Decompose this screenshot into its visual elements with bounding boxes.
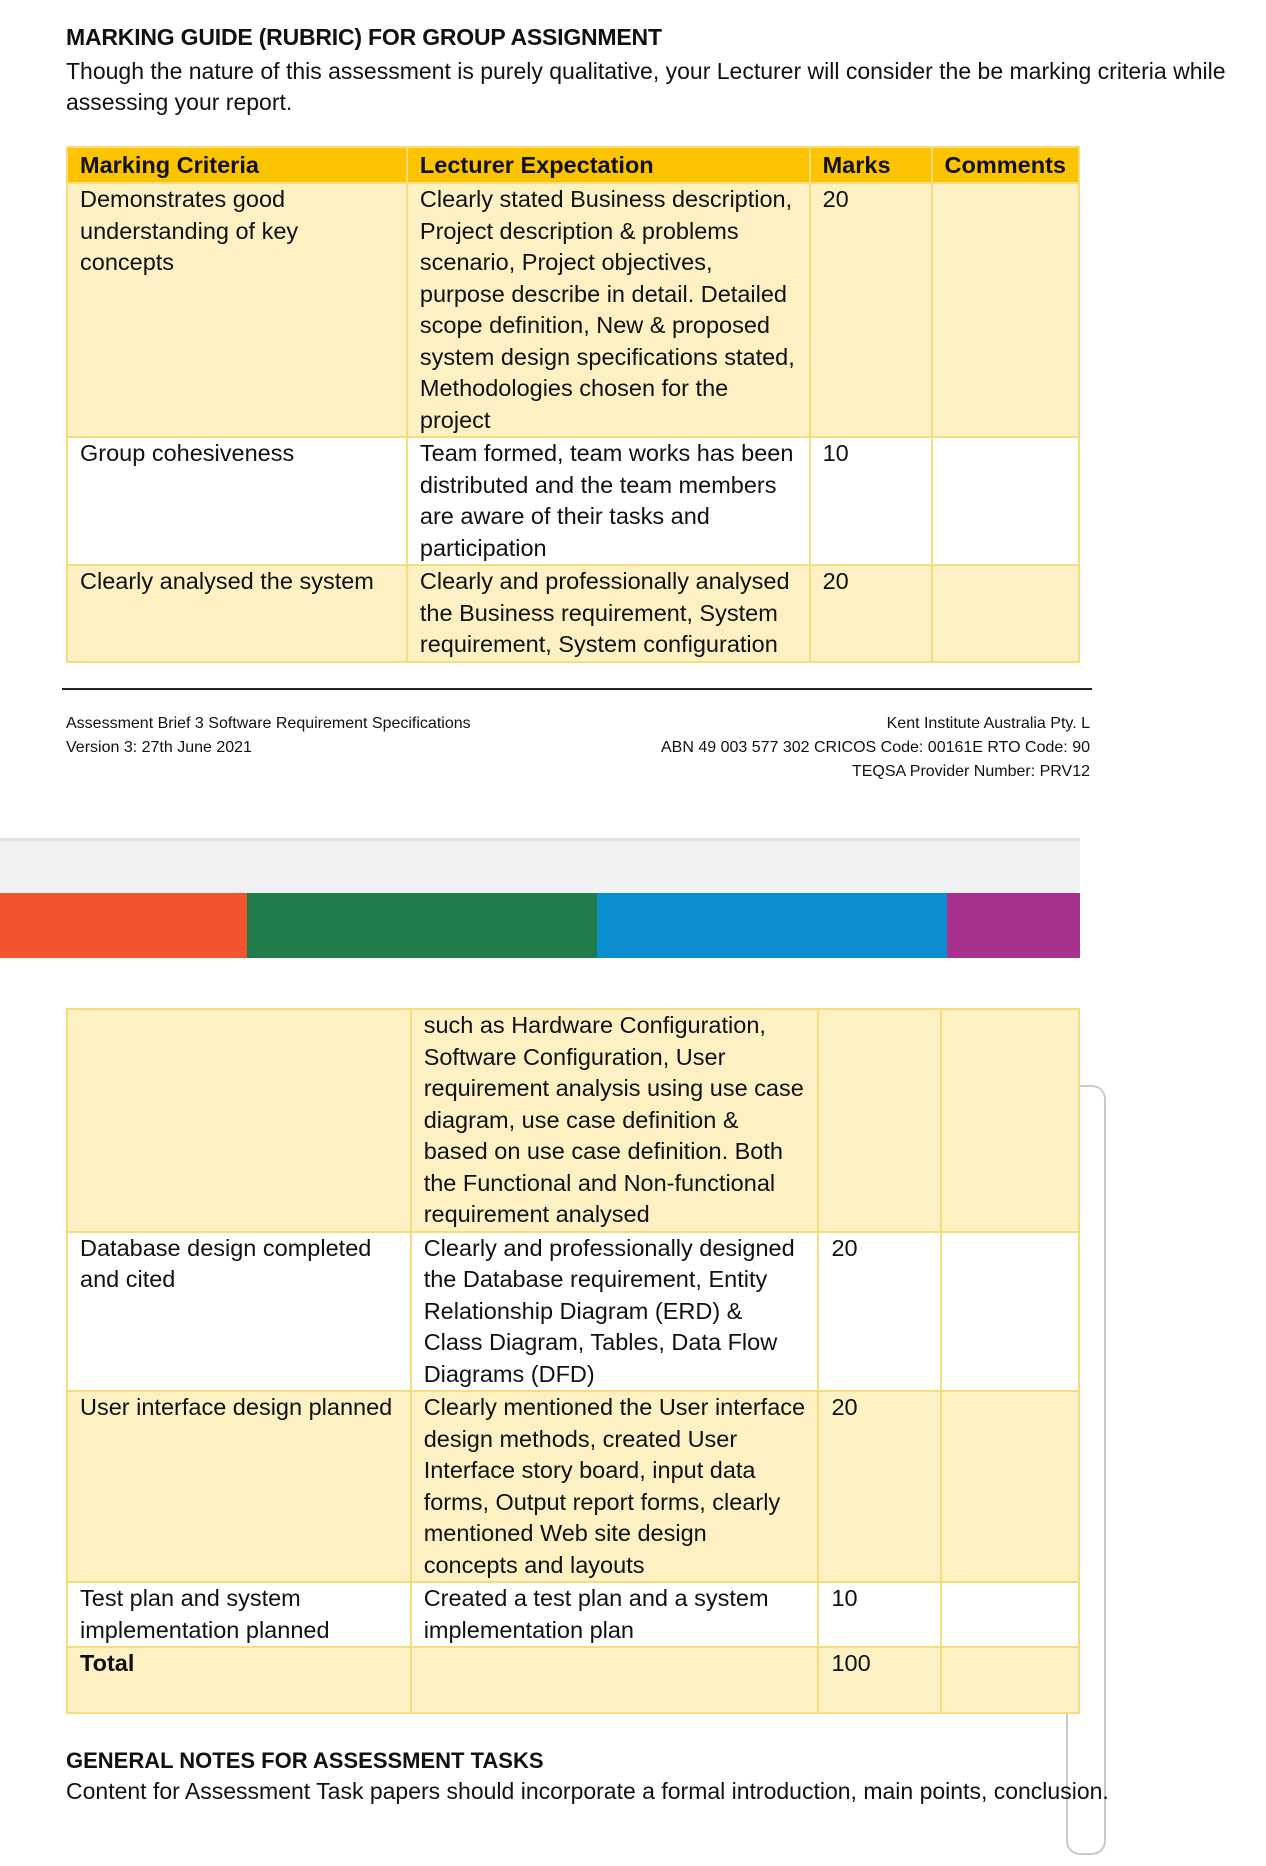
total-marks-cell: 100 [818,1647,940,1713]
expectation-cell: Clearly mentioned the User interface design methods, created User Interface story board, input data forms, Output report forms, clearly mentioned Web site design concepts and layouts [411,1391,819,1582]
table-row [67,437,1079,565]
expectation-cell [411,1647,819,1713]
table-row [67,183,1079,437]
table-row [67,1232,1079,1392]
rubric-table-page1 [66,146,1080,663]
footer-abn-cricos: ABN 49 003 577 302 CRICOS Code: 00161E RTO Code: 90 [660,739,1090,756]
comments-cell [941,1391,1079,1582]
brand-band-blue [597,893,947,958]
brand-band-purple [947,893,1080,958]
criteria-cell: Demonstrates good understanding of key concepts [67,183,407,437]
marks-cell: 20 [810,565,932,662]
page-break-gap [0,838,1080,893]
footer-document-title: Assessment Brief 3 Software Requirement Specifications [66,715,471,732]
table-row [67,1009,1079,1232]
marks-cell: 10 [810,437,932,565]
footer-version: Version 3: 27th June 2021 [66,739,252,756]
general-notes-heading: GENERAL NOTES FOR ASSESSMENT TASKS [66,1748,544,1773]
header-marks: Marks [810,147,932,183]
criteria-cell [67,1009,411,1232]
criteria-cell: User interface design planned [67,1391,411,1582]
header-comments: Comments [932,147,1079,183]
criteria-cell: Group cohesiveness [67,437,407,565]
footer-institute: Kent Institute Australia Pty. L [886,715,1090,732]
criteria-cell: Test plan and system implementation planned [67,1582,411,1647]
footer-right [661,712,1090,784]
marks-cell: 20 [818,1391,940,1582]
footer-left [66,712,471,760]
comments-cell [932,437,1079,565]
expectation-cell: Created a test plan and a system implementation plan [411,1582,819,1647]
expectation-cell: Clearly stated Business description, Project description & problems scenario, Project objectives, purpose describe in detail. Detailed scope definition, New & proposed system design specifications stated, Methodologies chosen for the project [407,183,810,437]
total-row [67,1647,1079,1713]
expectation-cell: Team formed, team works has been distributed and the team members are aware of their tasks and participation [407,437,810,565]
criteria-cell: Database design completed and cited [67,1232,411,1392]
marks-cell: 20 [818,1232,940,1392]
criteria-cell: Clearly analysed the system [67,565,407,662]
comments-cell [941,1582,1079,1647]
table-header-row [67,147,1079,183]
comments-cell [941,1009,1079,1232]
header-marking-criteria: Marking Criteria [67,147,407,183]
marks-cell [818,1009,940,1232]
table-row [67,1391,1079,1582]
comments-cell [932,183,1079,437]
rubric-table-page2 [66,1008,1080,1714]
footer-divider [62,688,1092,690]
brand-band-green [247,893,597,958]
marks-cell: 20 [810,183,932,437]
comments-cell [941,1232,1079,1392]
total-label-cell: Total [67,1647,411,1713]
expectation-cell: Clearly and professionally designed the Database requirement, Entity Relationship Diagram (ERD) & Class Diagram, Tables, Data Flow Diagrams (DFD) [411,1232,819,1392]
expectation-cell: such as Hardware Configuration, Software Configuration, User requirement analysis using use case diagram, use case definition & based on use case definition. Both the Functional and Non-functional requirement analysed [411,1009,819,1232]
table-row [67,565,1079,662]
page-heading: MARKING GUIDE (RUBRIC) FOR GROUP ASSIGNMENT [66,24,662,50]
intro-paragraph: Though the nature of this assessment is purely qualitative, your Lecturer will consider the be marking criteria while assessing your report. [66,58,1226,115]
header-lecturer-expectation: Lecturer Expectation [407,147,810,183]
footer-teqsa: TEQSA Provider Number: PRV12 [851,763,1090,780]
general-notes-text: Content for Assessment Task papers should incorporate a formal introduction, main points, conclusion. [66,1778,1109,1804]
table-row [67,1582,1079,1647]
expectation-cell: Clearly and professionally analysed the Business requirement, System requirement, System configuration [407,565,810,662]
comments-cell [932,565,1079,662]
brand-band-orange [0,893,247,958]
comments-cell [941,1647,1079,1713]
marks-cell: 10 [818,1582,940,1647]
